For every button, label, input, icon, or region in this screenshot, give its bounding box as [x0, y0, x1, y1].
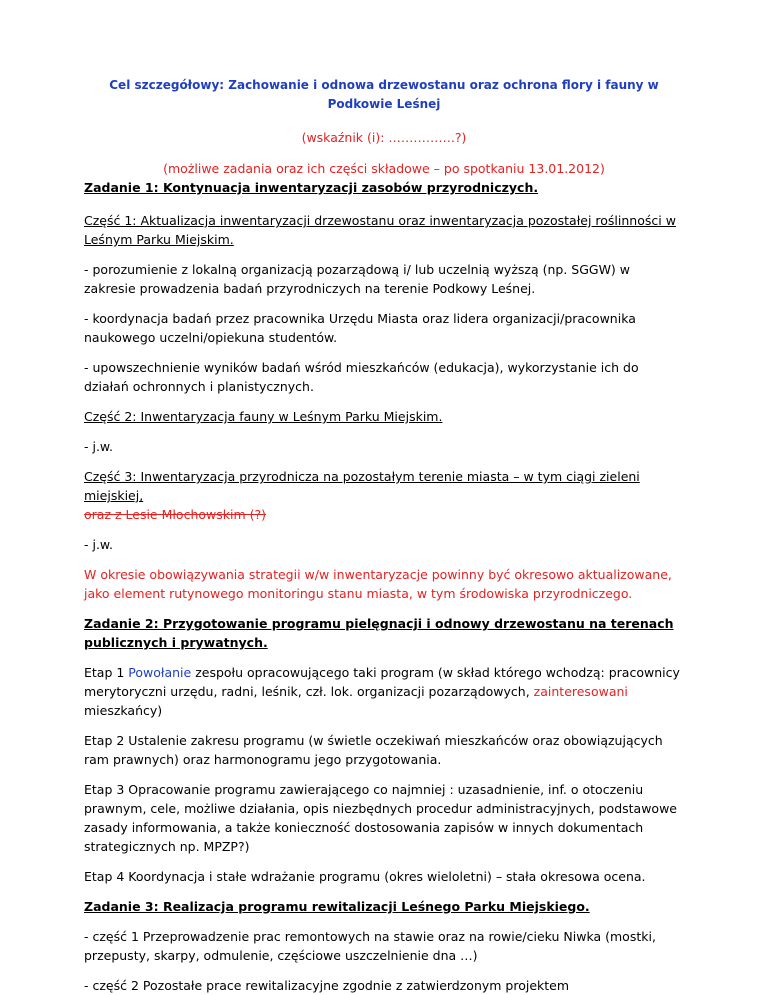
- task2-stage1: [84, 663, 684, 720]
- task2-stage1-pre: Etap 1: [84, 665, 129, 680]
- task1-part1: [84, 211, 684, 249]
- task1-part2-label: Część 2:: [84, 409, 137, 424]
- task1-part3-text: Część 3: Inwentaryzacja przyrodnicza na pozostałym terenie miasta – w tym ciągi zieleni miejskiej,: [84, 469, 640, 503]
- task2-title: Zadanie 2: Przygotowanie programu pielęgnacji i odnowy drzewostanu na terenach publicznych i prywatnych.: [84, 616, 674, 650]
- task1-ditto2: - j.w.: [84, 537, 113, 552]
- task1-part2-text: Inwentaryzacja fauny w Leśnym Parku Miejskim.: [136, 409, 443, 424]
- task1-part2: [84, 407, 684, 426]
- task1-part3: [84, 467, 684, 524]
- task2-stage4: Etap 4 Koordynacja i stałe wdrażanie programu (okres wieloletni) – stała okresowa ocena.: [84, 869, 646, 884]
- document-body: [84, 76, 684, 995]
- task3-part2: - część 2 Pozostałe prace rewitalizacyjne zgodnie z zatwierdzonym projektem: [84, 978, 570, 993]
- indicator-line: (wskaźnik (i): …………….?): [301, 130, 467, 145]
- task2-stage3: Etap 3 Opracowanie programu zawierającego co najmniej : uzasadnienie, inf. o otoczeniu prawnym, cele, możliwe działania, opis niezbędnych procedur administracyjnych, podstawowe zasady informowania, a także konieczność dostosowania zapisów w innych dokumentach strategicznych np. MPZP?): [84, 782, 677, 854]
- task1-bullet1: - porozumienie z lokalną organizacją pozarządową i/ lub uczelnią wyższą (np. SGGW) w zakresie prowadzenia badań przyrodniczych na terenie Podkowy Leśnej.: [84, 262, 631, 296]
- task2-stage1-post: mieszkańcy): [84, 703, 163, 718]
- task2-stage1-red: zainteresowani: [533, 684, 628, 699]
- task2-stage1-mid: zespołu opracowującego taki program (w skład którego wchodzą: pracownicy merytoryczni urzędu, radni, leśnik, czł. lok. organizacji pozarządowych,: [84, 665, 680, 699]
- meeting-note: (możliwe zadania oraz ich części składowe – po spotkaniu 13.01.2012): [163, 161, 605, 176]
- task2-stage1-blue: Powołanie: [128, 665, 192, 680]
- task1-part1-text: Aktualizacja inwentaryzacji drzewostanu oraz inwentaryzacja pozostałej roślinności w Leśnym Parku Miejskim.: [84, 213, 676, 247]
- monitoring-note: W okresie obowiązywania strategii w/w inwentaryzacje powinny być okresowo aktualizowane, jako element rutynowego monitoringu stanu miasta, w tym środowiska przyrodniczego.: [84, 567, 672, 601]
- goal-heading: Cel szczegółowy: Zachowanie i odnowa drzewostanu oraz ochrona flory i fauny w Podkowie Leśnej: [109, 78, 659, 111]
- task3-title: Zadanie 3: Realizacja programu rewitalizacji Leśnego Parku Miejskiego.: [84, 899, 590, 914]
- task1-bullet2: - koordynacja badań przez pracownika Urzędu Miasta oraz lidera organizacji/pracownika naukowego uczelni/opiekuna studentów.: [84, 311, 636, 345]
- task1-part3-struck: oraz z Lesie Młochowskim (?): [84, 507, 267, 522]
- task1-part1-label: Część 1:: [84, 213, 137, 228]
- task2-stage2: Etap 2 Ustalenie zakresu programu (w świetle oczekiwań mieszkańców oraz obowiązujących ram prawnych) oraz harmonogramu jego przygotowania.: [84, 733, 663, 767]
- task1-bullet3: - upowszechnienie wyników badań wśród mieszkańców (edukacja), wykorzystanie ich do działań ochronnych i planistycznych.: [84, 360, 639, 394]
- task1-ditto1: - j.w.: [84, 439, 113, 454]
- task1-title: Zadanie 1: Kontynuacja inwentaryzacji zasobów przyrodniczych.: [84, 180, 539, 195]
- task3-part1: - część 1 Przeprowadzenie prac remontowych na stawie oraz na rowie/cieku Niwka (mostki, przepusty, skarpy, odmulenie, częściowe uszczelnienie dna …): [84, 929, 656, 963]
